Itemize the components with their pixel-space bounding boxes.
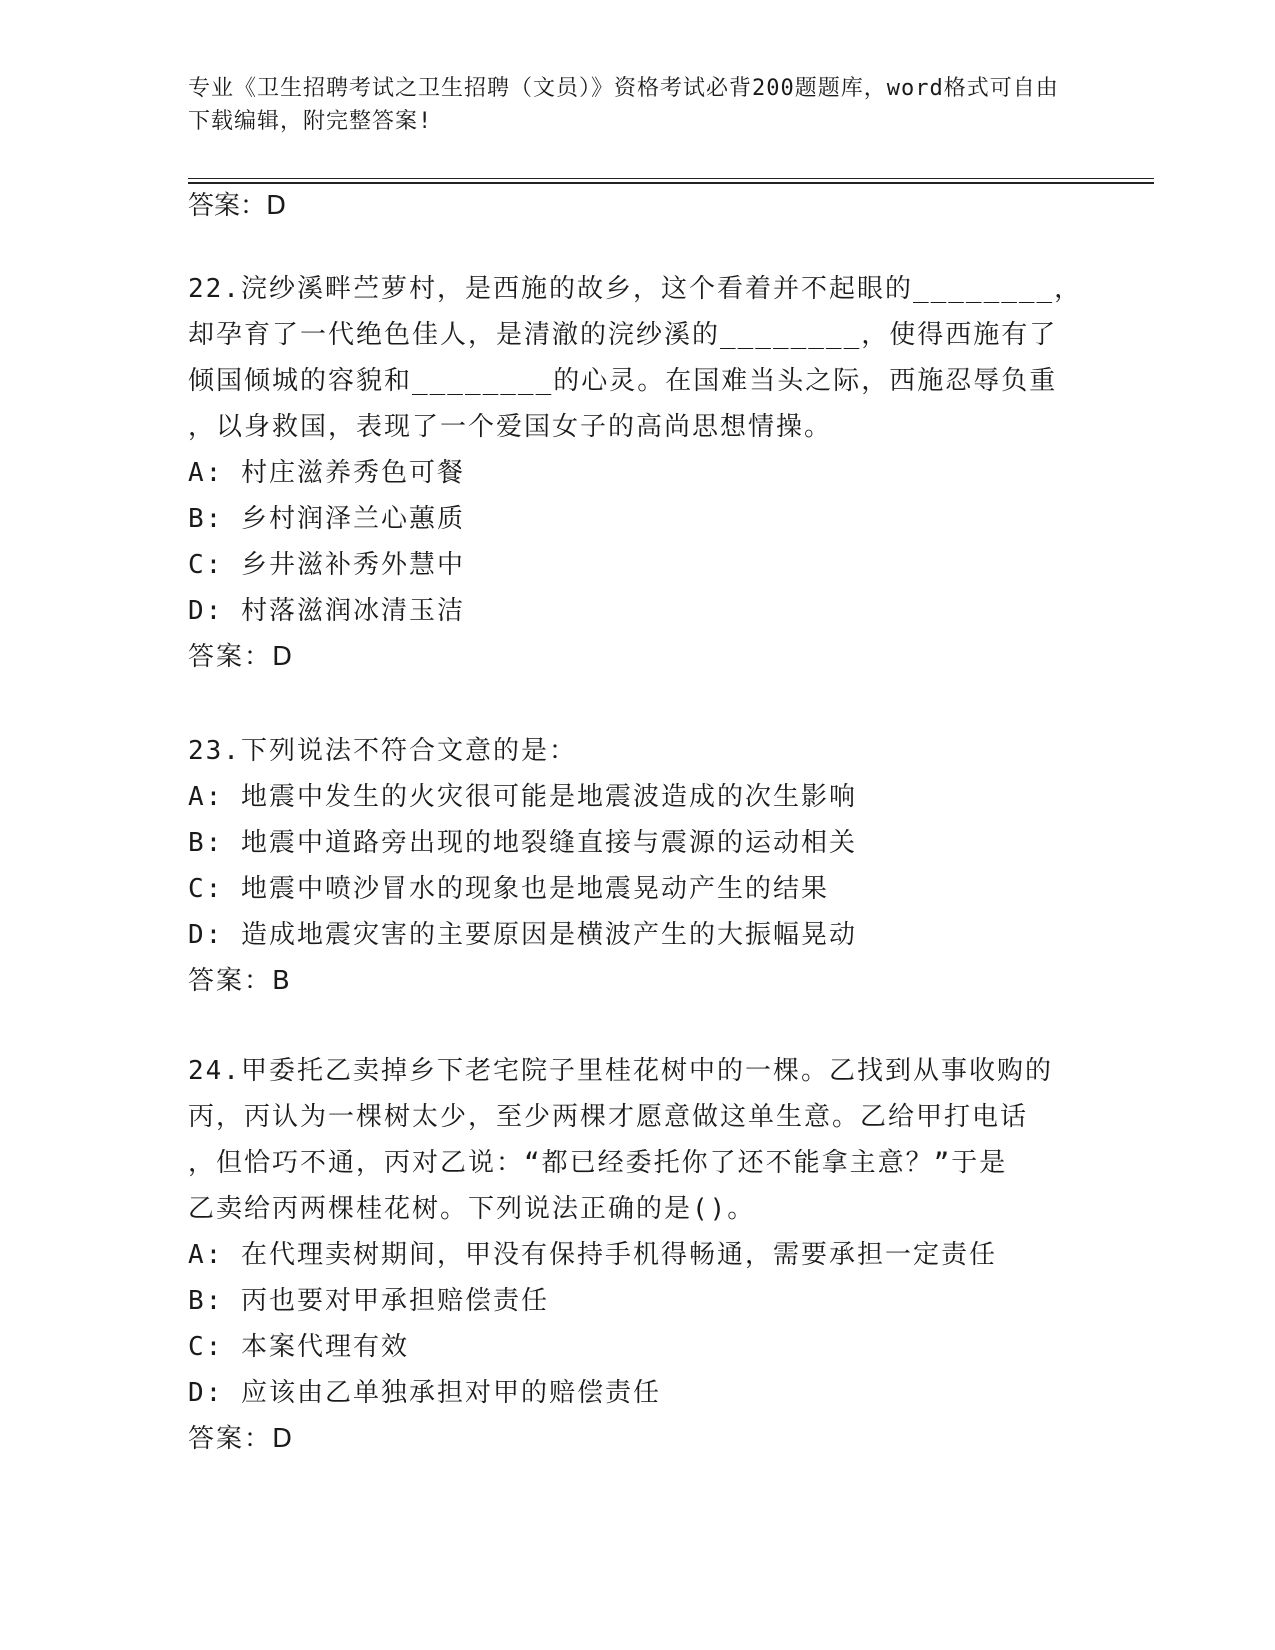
- header-rule: [188, 178, 1154, 179]
- option-b: B: 丙也要对甲承担赔偿责任: [188, 1286, 549, 1316]
- question-stem: 乙卖给丙两棵桂花树。下列说法正确的是()。: [188, 1194, 756, 1224]
- option-a: A: 地震中发生的火灾很可能是地震波造成的次生影响: [188, 782, 857, 812]
- question-stem: 24.甲委托乙卖掉乡下老宅院子里桂花树中的一棵。乙找到从事收购的: [188, 1056, 1053, 1086]
- option-d: D: 村落滋润冰清玉洁: [188, 596, 465, 626]
- option-d: D: 造成地震灾害的主要原因是横波产生的大振幅晃动: [188, 920, 857, 950]
- question-stem: 倾国倾城的容貌和________的心灵。在国难当头之际，西施忍辱负重: [188, 366, 1058, 396]
- option-c: C: 地震中喷沙冒水的现象也是地震晃动产生的结果: [188, 874, 829, 904]
- previous-answer: 答案：D: [188, 191, 287, 221]
- question-24: [188, 1048, 1088, 1462]
- answer: 答案：D: [188, 1424, 295, 1454]
- option-a: A: 村庄滋养秀色可餐: [188, 458, 465, 488]
- question-stem: 却孕育了一代绝色佳人，是清澈的浣纱溪的________，使得西施有了: [188, 320, 1058, 350]
- header-rule: [188, 182, 1154, 184]
- option-b: B: 乡村润泽兰心蕙质: [188, 504, 465, 534]
- option-a: A: 在代理卖树期间，甲没有保持手机得畅通，需要承担一定责任: [188, 1240, 997, 1270]
- answer: 答案：D: [188, 642, 295, 672]
- option-b: B: 地震中道路旁出现的地裂缝直接与震源的运动相关: [188, 828, 857, 858]
- option-c: C: 乡井滋补秀外慧中: [188, 550, 465, 580]
- question-stem: 22.浣纱溪畔苎萝村，是西施的故乡，这个看着并不起眼的________，: [188, 274, 1083, 304]
- option-d: D: 应该由乙单独承担对甲的赔偿责任: [188, 1378, 661, 1408]
- question-23: [188, 728, 1088, 1004]
- question-stem: 丙，丙认为一棵树太少，至少两棵才愿意做这单生意。乙给甲打电话: [188, 1102, 1029, 1132]
- document-header: 专业《卫生招聘考试之卫生招聘（文员）》资格考试必背200题题库，word格式可自由下载编辑，附完整答案!: [188, 76, 1059, 134]
- answer: 答案：B: [188, 966, 292, 996]
- option-c: C: 本案代理有效: [188, 1332, 409, 1362]
- question-stem: ，但恰巧不通，丙对乙说：“都已经委托你了还不能拿主意？”于是: [188, 1148, 1008, 1178]
- question-stem: ，以身救国，表现了一个爱国女子的高尚思想情操。: [188, 412, 833, 442]
- question-stem: 23.下列说法不符合文意的是：: [188, 736, 577, 766]
- question-22: [188, 266, 1088, 680]
